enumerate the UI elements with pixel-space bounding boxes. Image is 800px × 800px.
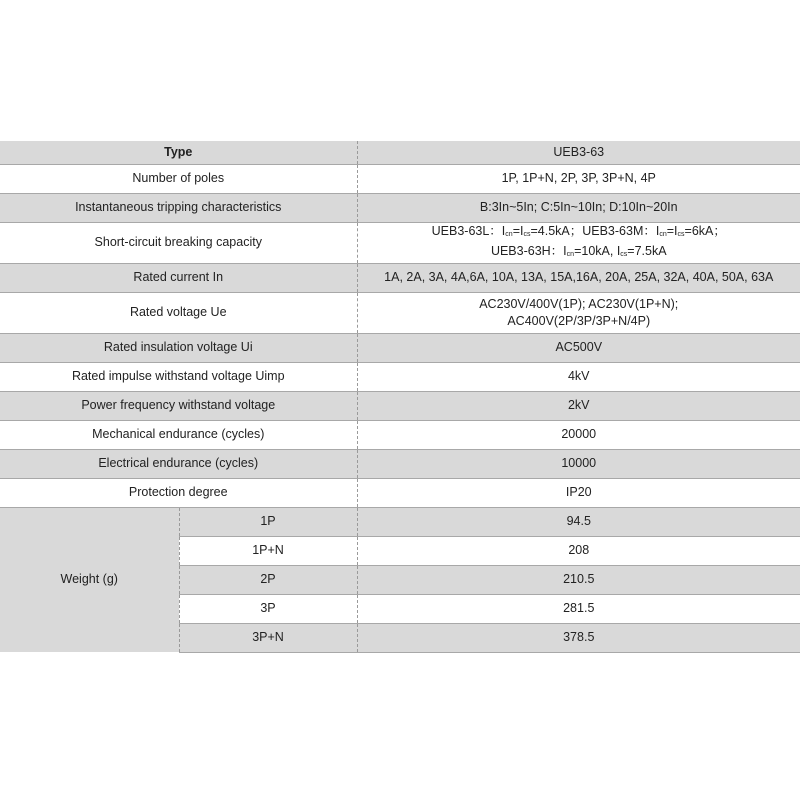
row-value: 2kV — [357, 391, 800, 420]
table-row — [0, 362, 800, 391]
row-value: 1P, 1P+N, 2P, 3P, 3P+N, 4P — [357, 164, 800, 193]
weight-pole: 3P+N — [179, 623, 357, 652]
header-type-label: Type — [0, 141, 357, 164]
table-row — [0, 333, 800, 362]
row-value: B:3In~5In; C:5In~10In; D:10In~20In — [357, 193, 800, 222]
table-header-row — [0, 141, 800, 164]
weight-pole: 1P+N — [179, 536, 357, 565]
weight-value: 94.5 — [357, 507, 800, 536]
row-label: Instantaneous tripping characteristics — [0, 193, 357, 222]
table-row — [0, 292, 800, 333]
table-row — [0, 420, 800, 449]
row-label: Power frequency withstand voltage — [0, 391, 357, 420]
row-value: 10000 — [357, 449, 800, 478]
row-label: Electrical endurance (cycles) — [0, 449, 357, 478]
weight-row — [0, 507, 800, 536]
row-label: Short-circuit breaking capacity — [0, 222, 357, 263]
rated-voltage-line-2: AC400V(2P/3P/3P+N/4P) — [507, 313, 651, 328]
table-row — [0, 478, 800, 507]
weight-value: 208 — [357, 536, 800, 565]
weight-pole: 1P — [179, 507, 357, 536]
row-label: Rated current In — [0, 263, 357, 292]
table-row — [0, 164, 800, 193]
table-row — [0, 263, 800, 292]
header-type-value: UEB3-63 — [357, 141, 800, 164]
table-row — [0, 222, 800, 263]
table-row — [0, 391, 800, 420]
row-label: Rated impulse withstand voltage Uimp — [0, 362, 357, 391]
row-value: AC500V — [357, 333, 800, 362]
rated-voltage-line-1: AC230V/400V(1P); AC230V(1P+N); — [479, 296, 679, 311]
table-row — [0, 449, 800, 478]
breaking-capacity-line-2: UEB3-63H：$I_{cn}=10kA$, $I_{cs}=7.5kA$ — [490, 243, 667, 258]
weight-pole: 2P — [179, 565, 357, 594]
row-value — [357, 292, 800, 333]
row-value — [357, 222, 800, 263]
row-value: 20000 — [357, 420, 800, 449]
weight-value: 378.5 — [357, 623, 800, 652]
row-label: Rated insulation voltage Ui — [0, 333, 357, 362]
row-label: Rated voltage Ue — [0, 292, 357, 333]
weight-value: 210.5 — [357, 565, 800, 594]
row-label: Mechanical endurance (cycles) — [0, 420, 357, 449]
row-label: Protection degree — [0, 478, 357, 507]
row-value: IP20 — [357, 478, 800, 507]
spec-table — [0, 141, 800, 653]
row-value: 4kV — [357, 362, 800, 391]
weight-value: 281.5 — [357, 594, 800, 623]
row-label: Number of poles — [0, 164, 357, 193]
breaking-capacity-line-1: UEB3-63L：$I_{cn}=I_{cs}=4.5kA$；UEB3-63M：$I_{cn}=I_{cs}=6kA$； — [431, 223, 726, 238]
table-row — [0, 193, 800, 222]
weight-pole: 3P — [179, 594, 357, 623]
weight-label: Weight (g) — [0, 507, 179, 652]
row-value: 1A, 2A, 3A, 4A,6A, 10A, 13A, 15A,16A, 20A, 25A, 32A, 40A, 50A, 63A — [357, 263, 800, 292]
